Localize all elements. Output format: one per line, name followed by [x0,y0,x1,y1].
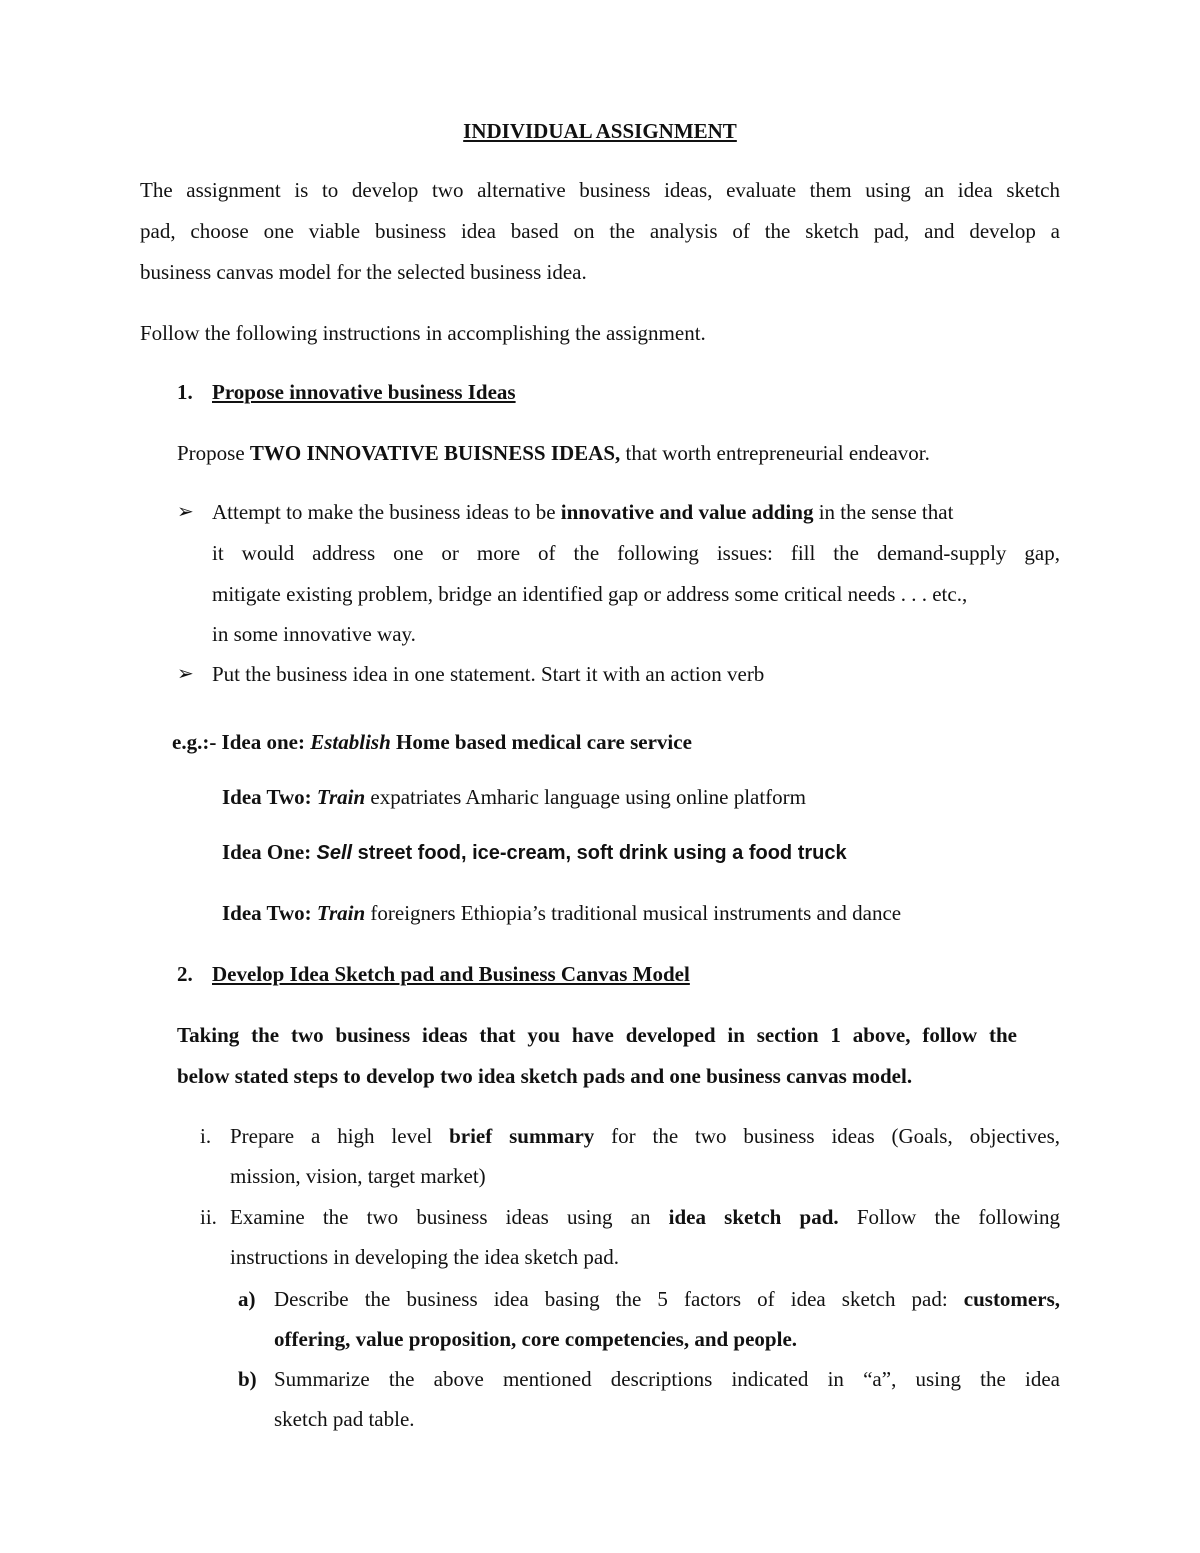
example-3-rest: street food, ice-cream, soft drink using a food truck [352,842,847,864]
example-4 [222,900,901,926]
bullet1-line-2: it would address one or more of the following issues: fill the demand-supply gap, [212,541,1060,565]
step-b-line-1: Summarize the above mentioned descriptions indicated in “a”, using the idea [274,1367,1060,1391]
step-i-text-b: brief summary [449,1124,595,1148]
intro-line-2: pad, choose one viable business idea based on the analysis of the sketch pad, and develop a [140,219,1060,243]
page-title: INDIVIDUAL ASSIGNMENT [463,119,737,143]
example-2-rest: expatriates Amharic language using online platform [365,785,807,809]
step-a-text-b: customers, [963,1287,1060,1311]
example-3 [222,839,847,866]
step-i-text-c: for the two business ideas (Goals, objectives, [594,1124,1060,1148]
example-4-prefix: Idea Two: [222,901,317,925]
example-1-verb: Establish [310,730,391,754]
step-a-text-a: Describe the business idea basing the 5 factors of idea sketch pad: [274,1287,964,1311]
example-4-rest: foreigners Ethiopia’s traditional musical instruments and dance [365,901,902,925]
section2-heading: Develop Idea Sketch pad and Business Canvas Model [212,962,690,986]
section2-lead-line-1: Taking the two business ideas that you have developed in section 1 above, follow the [177,1023,1017,1047]
step-ii-line-2: instructions in developing the idea sketch pad. [230,1245,619,1269]
section1-number: 1. [177,380,193,404]
example-1 [172,729,692,755]
step-ii-text-b: idea sketch pad. [668,1205,839,1229]
step-b-line-2: sketch pad table. [274,1407,415,1431]
bullet1-text-a: Attempt to make the business ideas to be [212,500,561,524]
arrow-bullet-icon: ➢ [177,501,194,523]
example-3-prefix: Idea One: [222,840,317,864]
step-i-line-2: mission, vision, target market) [230,1164,486,1188]
example-2-verb: Train [316,785,366,809]
example-1-rest: Home based medical care service [390,730,692,754]
propose-text-c: that worth entrepreneurial endeavor. [620,441,930,465]
section2-lead-line-2: below stated steps to develop two idea sketch pads and one business canvas model. [177,1064,913,1088]
bullet1-text-c: in the sense that [813,500,954,524]
intro-line-1: The assignment is to develop two alternative business ideas, evaluate them using an idea sketch [140,178,1060,202]
propose-text-a: Propose [177,441,250,465]
step-i-label: i. [200,1124,212,1148]
step-ii-text-a: Examine the two business ideas using an [230,1205,669,1229]
step-ii-text-c: Follow the following [838,1205,1060,1229]
example-3-verb: Sell [316,842,353,864]
section2-number: 2. [177,962,193,986]
example-2-prefix: Idea Two: [222,785,317,809]
step-ii-line-1 [230,1204,1060,1230]
propose-text-b: TWO INNOVATIVE BUISNESS IDEAS, [249,441,621,465]
section1-heading: Propose innovative business Ideas [212,380,516,404]
bullet2-text: Put the business idea in one statement. Start it with an action verb [212,662,765,686]
step-i-line-1 [230,1123,1060,1149]
bullet1-line-1 [212,499,953,525]
step-ii-label: ii. [200,1205,217,1229]
arrow-bullet-icon: ➢ [177,663,194,685]
follow-instructions: Follow the following instructions in accomplishing the assignment. [140,321,706,345]
example-2 [222,784,806,810]
step-i-text-a: Prepare a high level [230,1124,450,1148]
step-a-line-2: offering, value proposition, core competencies, and people. [274,1327,798,1351]
intro-line-3: business canvas model for the selected business idea. [140,260,587,284]
propose-sentence [177,440,930,466]
bullet1-line-4: in some innovative way. [212,622,416,646]
step-b-label: b) [238,1367,257,1391]
step-a-line-1 [274,1286,1060,1312]
bullet1-line-3: mitigate existing problem, bridge an identified gap or address some critical needs . . . etc., [212,582,968,606]
step-a-label: a) [238,1287,256,1311]
bullet1-text-b: innovative and value adding [560,500,814,524]
example-4-verb: Train [316,901,366,925]
example-1-prefix: e.g.:- Idea one: [172,730,311,754]
